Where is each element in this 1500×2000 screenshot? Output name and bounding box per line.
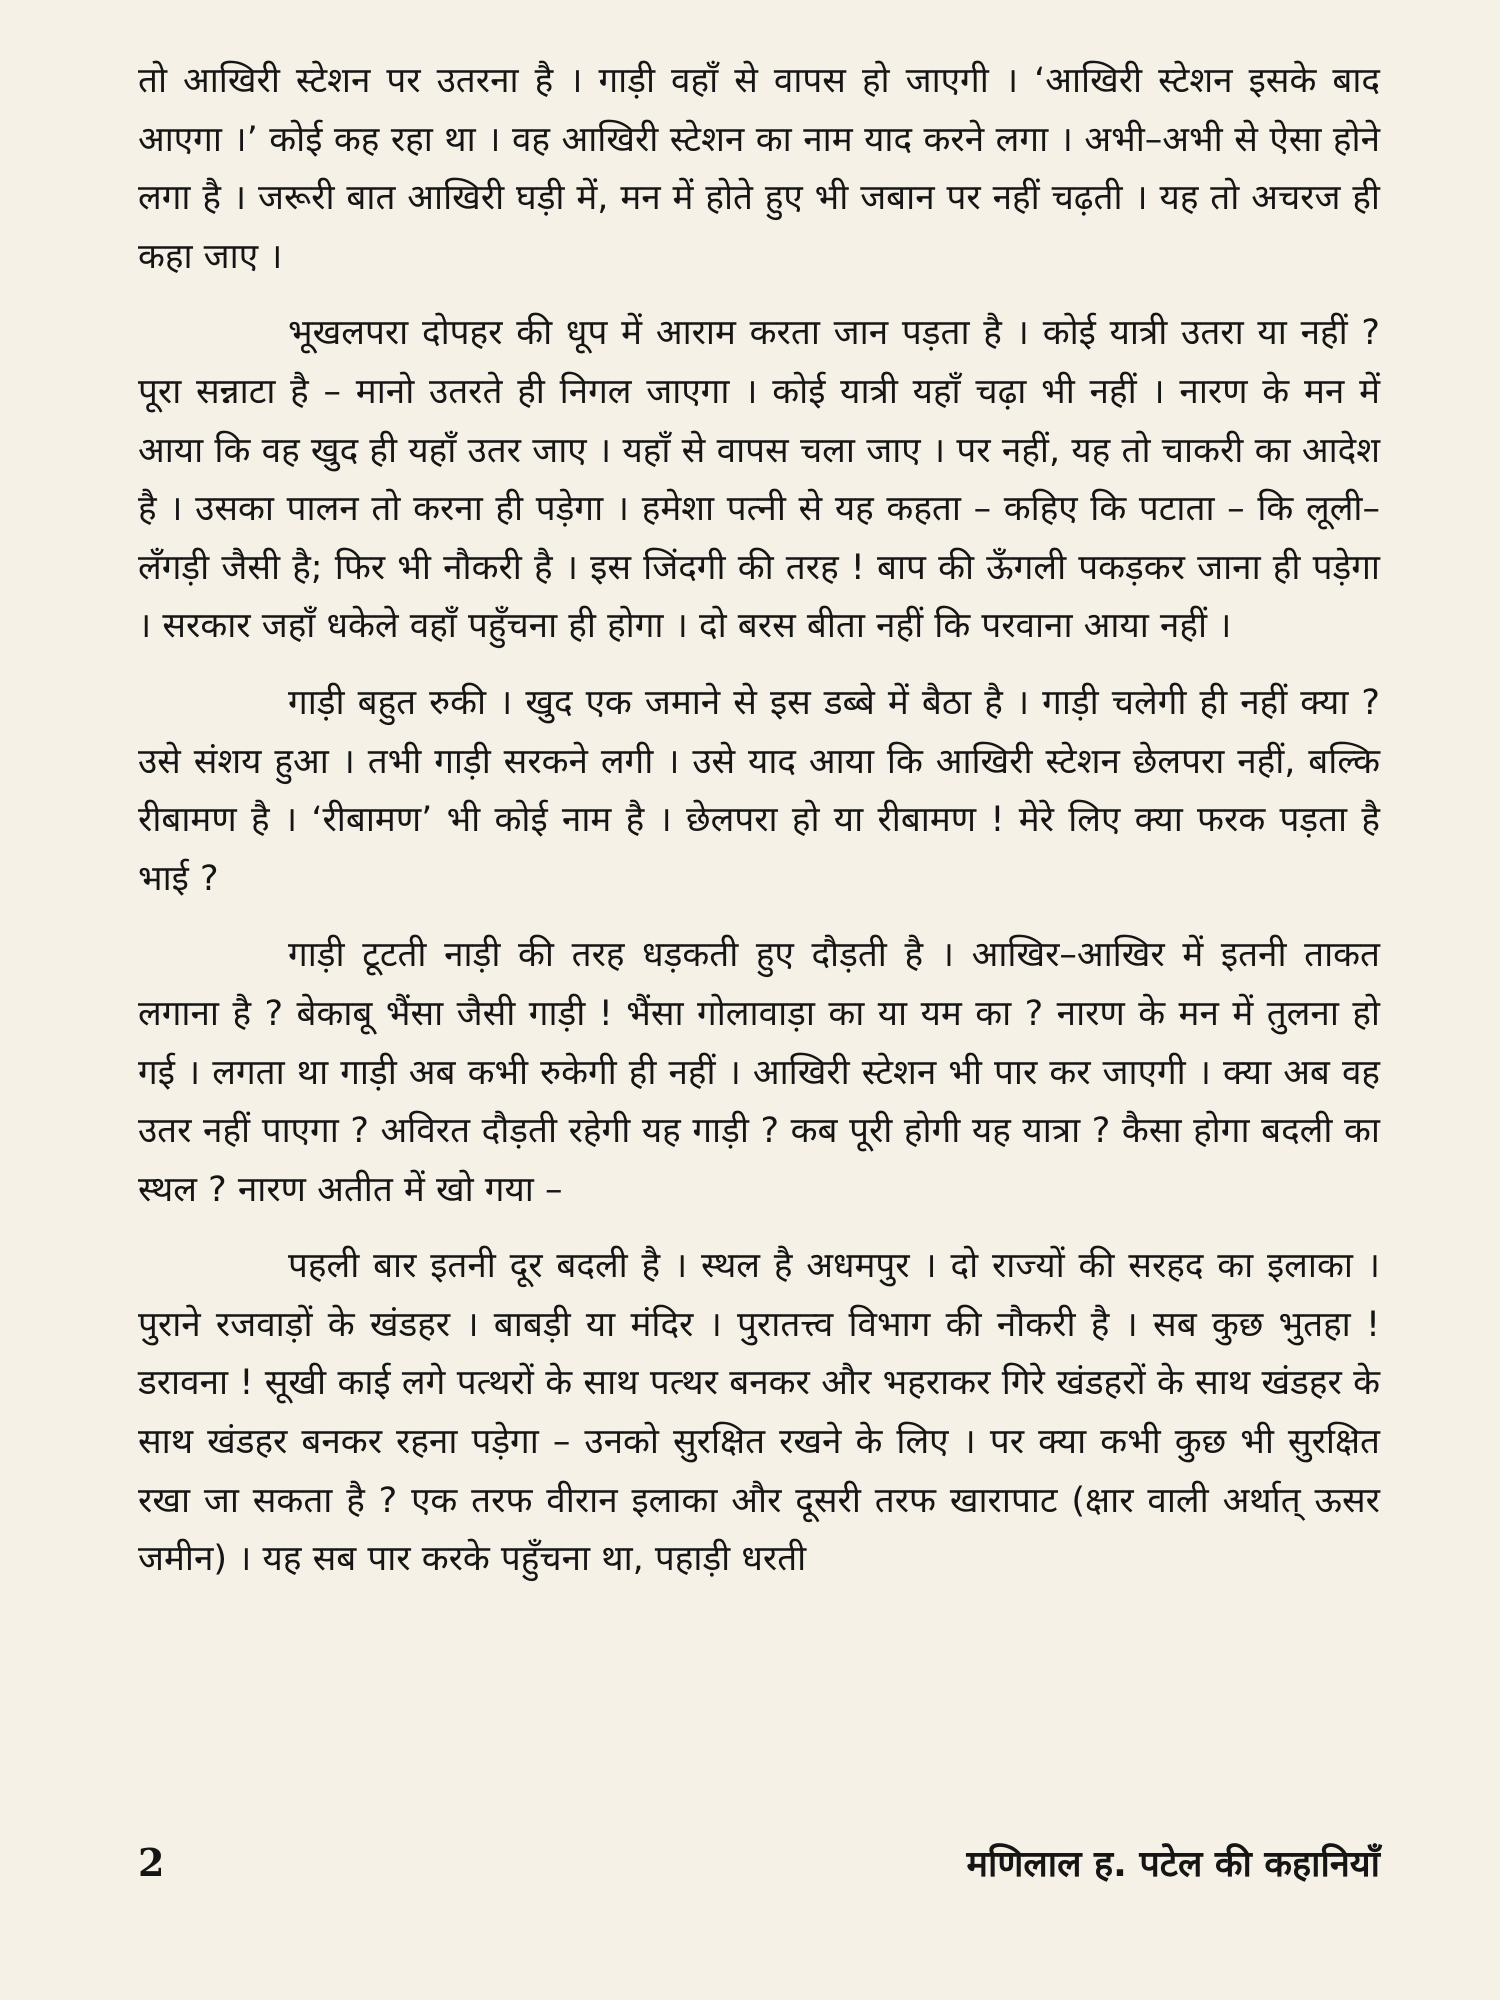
paragraph: तो आखिरी स्टेशन पर उतरना है । गाड़ी वहाँ से वापस हो जाएगी । ‘आखिरी स्टेशन इसके बाद आएगा ।’ कोई कह रहा था । वह आखिरी स्टेशन का नाम याद करने लगा । अभी–अभी से ऐसा होने लगा है । जरूरी बात आखिरी घड़ी में, मन में होते हुए भी जबान पर नहीं चढ़ती । यह तो अचरज ही कहा जाए । [138, 61, 1380, 277]
paragraph: भूखलपरा दोपहर की धूप में आराम करता जान पड़ता है । कोई यात्री उतरा या नहीं ? पूरा सन्नाटा है – मानो उतरते ही निगल जाएगा । कोई यात्री यहाँ चढ़ा भी नहीं । नारण के मन में आया कि वह खुद ही यहाँ उतर जाए । यहाँ से वापस चला जाए । पर नहीं, यह तो चाकरी का आदेश है । उसका पालन तो करना ही पड़ेगा । हमेशा पत्नी से यह कहता – कहिए कि पटाता – कि लूली–लँगड़ी जैसी है; फिर भी नौकरी है । इस जिंदगी की तरह ! बाप की ऊँगली पकड़कर जाना ही पड़ेगा । सरकार जहाँ धकेले वहाँ पहुँचना ही होगा । दो बरस बीता नहीं कि परवाना आया नहीं । [138, 313, 1380, 647]
page-footer [138, 1838, 1380, 1887]
paragraph: गाड़ी बहुत रुकी । खुद एक जमाने से इस डब्बे में बैठा है । गाड़ी चलेगी ही नहीं क्या ? उसे संशय हुआ । तभी गाड़ी सरकने लगी । उसे याद आया कि आखिरी स्टेशन छेलपरा नहीं, बल्कि रीबामण है । ‘रीबामण’ भी कोई नाम है । छेलपरा हो या रीबामण ! मेरे लिए क्या फरक पड़ता है भाई ? [138, 682, 1380, 899]
paragraph: पहली बार इतनी दूर बदली है । स्थल है अधमपुर । दो राज्यों की सरहद का इलाका । पुराने रजवाड़ों के खंडहर । बाबड़ी या मंदिर । पुरातत्त्व विभाग की नौकरी है । सब कुछ भुतहा ! डरावना ! सूखी काई लगे पत्थरों के साथ पत्थर बनकर और भहराकर गिरे खंडहरों के साथ खंडहर के साथ खंडहर बनकर रहना पड़ेगा – उनको सुरक्षित रखने के लिए । पर क्या कभी कुछ भी सुरक्षित रखा जा सकता है ? एक तरफ वीरान इलाका और दूसरी तरफ खारापाट (क्षार वाली अर्थात् ऊसर जमीन) । यह सब पार करके पहुँचना था, पहाड़ी धरती [138, 1246, 1380, 1580]
page-number: 2 [138, 1840, 165, 1885]
body-text [138, 52, 1380, 1589]
paragraph: गाड़ी टूटती नाड़ी की तरह धड़कती हुए दौड़ती है । आखिर–आखिर में इतनी ताकत लगाना है ? बेकाबू भैंसा जैसी गाड़ी ! भैंसा गोलावाड़ा का या यम का ? नारण के मन में तुलना हो गई । लगता था गाड़ी अब कभी रुकेगी ही नहीं । आखिरी स्टेशन भी पार कर जाएगी । क्या अब वह उतर नहीं पाएगा ? अविरत दौड़ती रहेगी यह गाड़ी ? कब पूरी होगी यह यात्रा ? कैसा होगा बदली का स्थल ? नारण अतीत में खो गया – [138, 935, 1380, 1210]
running-title: मणिलाल ह. पटेल की कहानियाँ [966, 1844, 1380, 1885]
